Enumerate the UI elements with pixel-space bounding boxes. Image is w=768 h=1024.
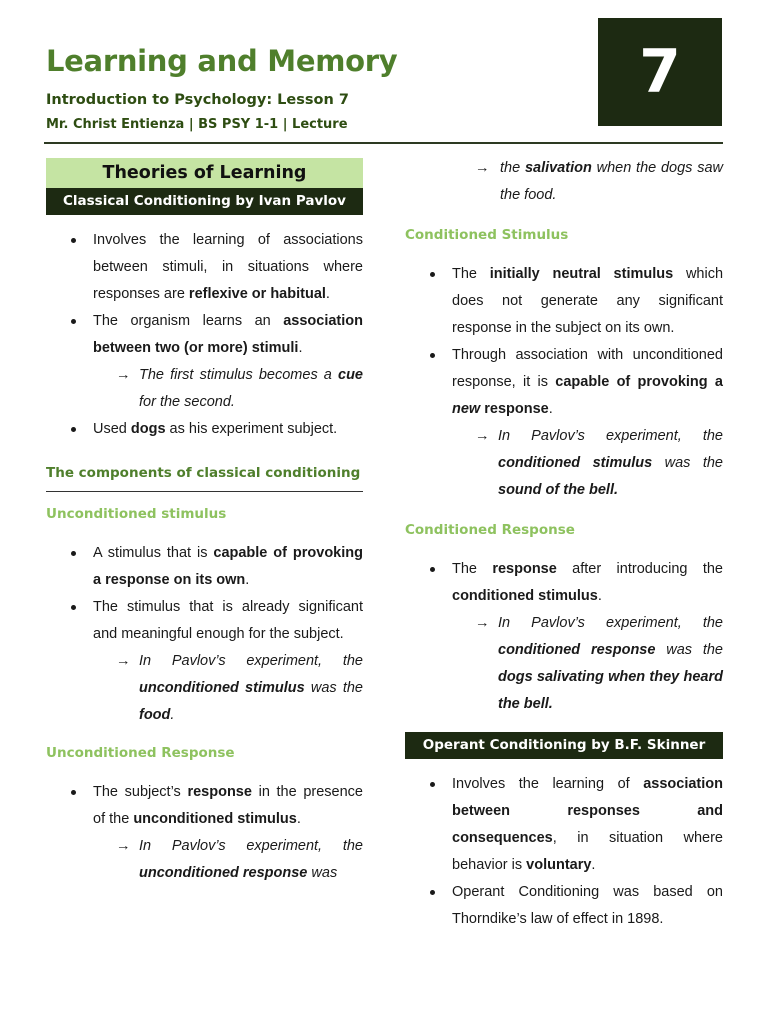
unconditioned-stimulus-heading: Unconditioned stimulus — [46, 506, 227, 522]
page-title: Learning and Memory — [46, 44, 398, 78]
header-divider — [44, 142, 723, 144]
theories-title: Theories of Learning — [46, 158, 363, 188]
unconditioned-response-list — [46, 779, 363, 887]
arrow-note: → In Pavlov’s experiment, the conditioned stimulus was the sound of the bell. — [405, 423, 723, 504]
list-item: Through association with unconditioned response, it is capable of provoking a new response. — [405, 342, 723, 423]
components-divider — [46, 491, 363, 492]
left-column — [46, 158, 363, 887]
operant-list — [405, 771, 723, 933]
list-item: Operant Conditioning was based on Thorndike’s law of effect in 1898. — [405, 879, 723, 933]
list-item: The organism learns an association between two (or more) stimuli. — [46, 308, 363, 362]
arrow-note: → In Pavlov’s experiment, the conditioned response was the dogs salivating when they heard the bell. — [405, 610, 723, 718]
lecture-meta: Mr. Christ Entienza | BS PSY 1-1 | Lecture — [46, 117, 348, 132]
lesson-number-badge: 7 — [598, 18, 722, 126]
list-item: The stimulus that is already significant and meaningful enough for the subject. — [46, 594, 363, 648]
right-column — [405, 155, 723, 933]
conditioned-response-list — [405, 556, 723, 718]
unconditioned-stimulus-list — [46, 540, 363, 729]
classical-intro-list — [46, 227, 363, 443]
continued-note — [405, 155, 723, 209]
classical-conditioning-bar: Classical Conditioning by Ivan Pavlov — [46, 188, 363, 215]
list-item: Used dogs as his experiment subject. — [46, 416, 363, 443]
lesson-subtitle: Introduction to Psychology: Lesson 7 — [46, 92, 349, 108]
unconditioned-response-heading: Unconditioned Response — [46, 745, 235, 761]
conditioned-stimulus-heading: Conditioned Stimulus — [405, 227, 569, 243]
list-item: The response after introducing the conditioned stimulus. — [405, 556, 723, 610]
list-item: Involves the learning of associations between stimuli, in situations where responses are reflexive or habitual. — [46, 227, 363, 308]
list-item: The subject’s response in the presence of the unconditioned stimulus. — [46, 779, 363, 833]
list-item: A stimulus that is capable of provoking a response on its own. — [46, 540, 363, 594]
list-item: The initially neutral stimulus which does not generate any significant response in the subject on its own. — [405, 261, 723, 342]
arrow-note: → In Pavlov’s experiment, the unconditioned response was — [46, 833, 363, 887]
components-heading: The components of classical conditioning — [46, 465, 361, 481]
operant-conditioning-bar: Operant Conditioning by B.F. Skinner — [405, 732, 723, 759]
conditioned-response-heading: Conditioned Response — [405, 522, 575, 538]
arrow-note: → In Pavlov’s experiment, the unconditioned stimulus was the food. — [46, 648, 363, 729]
arrow-note: → The first stimulus becomes a cue for the second. — [46, 362, 363, 416]
list-item: Involves the learning of association between responses and consequences, in situation where behavior is voluntary. — [405, 771, 723, 879]
conditioned-stimulus-list — [405, 261, 723, 504]
arrow-continuation: → the salivation when the dogs saw the food. — [405, 155, 723, 209]
